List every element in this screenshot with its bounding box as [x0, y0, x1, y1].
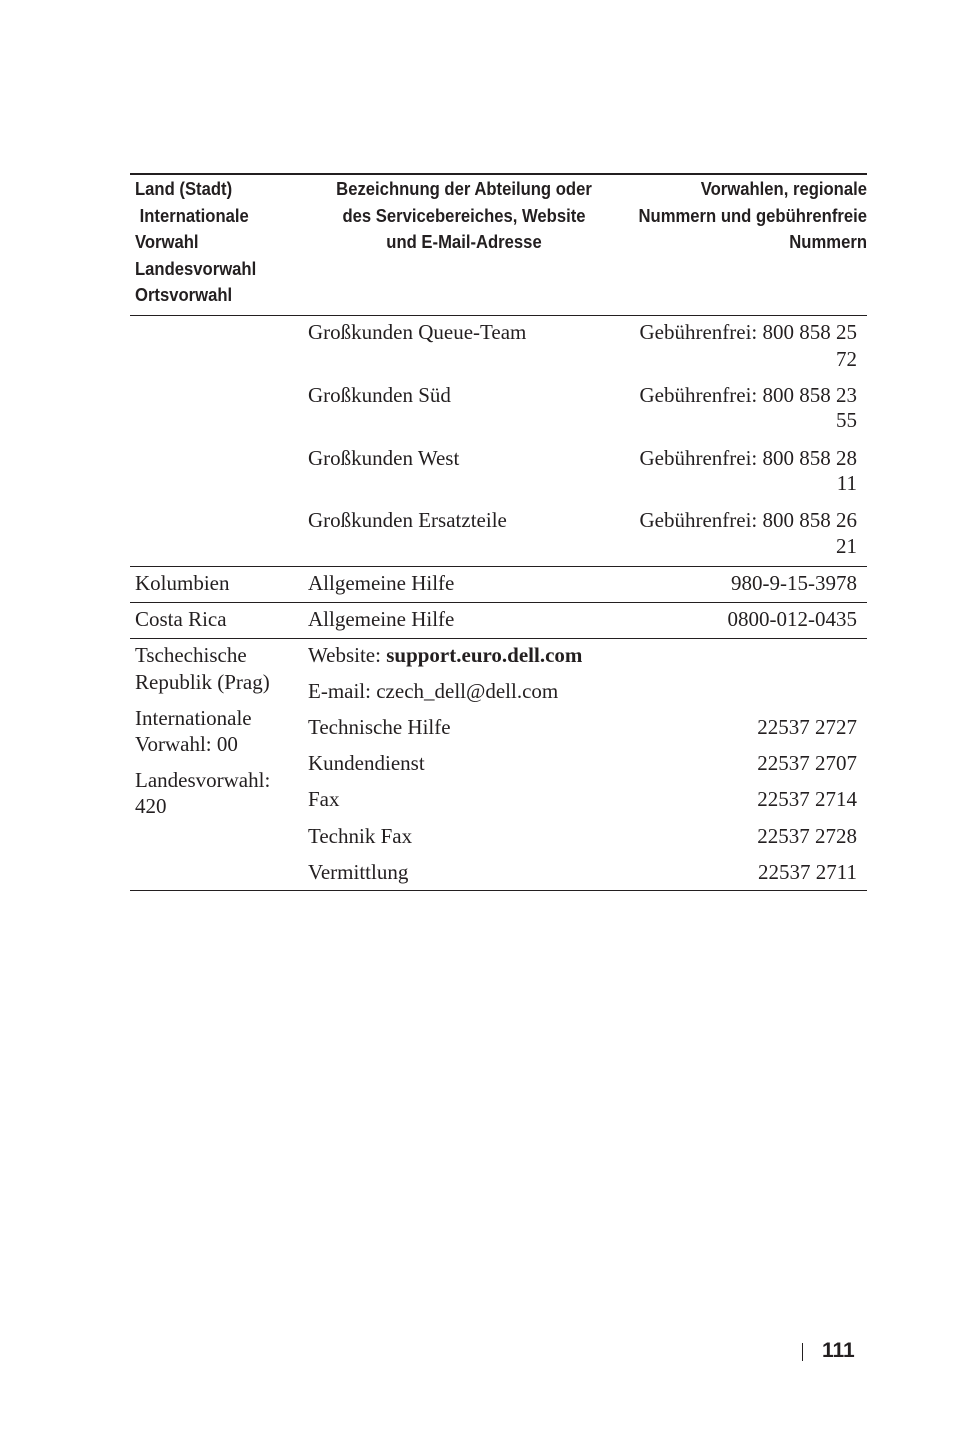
header-department: Bezeichnung der Abteilung oder des Servicebereiches, Website und E-Mail-Adresse	[336, 178, 592, 252]
header-bottom-rule	[130, 315, 867, 316]
phone-number: 22537 2728	[757, 824, 857, 848]
country-name-cont: Republik (Prag)	[135, 670, 270, 694]
service-label: Großkunden Süd	[308, 383, 451, 407]
service-label: Technische Hilfe	[308, 715, 451, 739]
service-label: Großkunden West	[308, 446, 460, 470]
country-code-label: Landesvorwahl:	[135, 768, 271, 792]
row-divider	[130, 602, 867, 603]
header-numbers: Vorwahlen, regionale Nummern und gebührenfreie Nummern	[638, 178, 867, 252]
page-number: 111	[822, 1339, 855, 1362]
phone-number: 22537 2714	[757, 787, 857, 811]
table-top-rule	[130, 173, 867, 175]
phone-number: Gebührenfrei: 800 858 25	[639, 320, 857, 344]
footer-divider	[802, 1343, 803, 1361]
phone-number: Gebührenfrei: 800 858 26	[639, 508, 857, 532]
phone-number: Gebührenfrei: 800 858 23	[639, 383, 857, 407]
service-label: Fax	[308, 787, 340, 811]
row-divider	[130, 638, 867, 639]
phone-number-cont: 55	[836, 408, 857, 432]
service-label: Großkunden Ersatzteile	[308, 508, 507, 532]
service-label: Allgemeine Hilfe	[308, 607, 455, 631]
phone-number: 22537 2707	[757, 751, 857, 775]
country-name: Tschechische	[135, 643, 247, 667]
header-country: Land (Stadt) Internationale Vorwahl Landesvorwahl Ortsvorwahl	[135, 178, 257, 305]
intl-code	[135, 731, 238, 757]
service-label: Kundendienst	[308, 751, 425, 775]
website-link[interactable]: support.euro.dell.com	[386, 643, 583, 667]
email-line: E-mail: czech_dell@dell.com	[308, 679, 559, 703]
phone-number: 22537 2727	[757, 715, 857, 739]
phone-number-cont: 21	[836, 534, 857, 558]
service-label: Großkunden Queue-Team	[308, 320, 527, 344]
row-divider	[130, 566, 867, 567]
phone-number: 0800-012-0435	[727, 607, 857, 631]
service-label: Vermittlung	[308, 860, 409, 884]
phone-number: Gebührenfrei: 800 858 28	[639, 446, 857, 470]
website-label: Website:	[308, 643, 381, 667]
country-name: Kolumbien	[135, 571, 230, 595]
table-bottom-rule	[130, 890, 867, 891]
phone-number: 980-9-15-3978	[731, 571, 857, 595]
country-name: Costa Rica	[135, 607, 227, 631]
website-line	[308, 642, 582, 668]
intl-code-label-cont: Vorwahl:	[135, 732, 212, 756]
intl-code-label: Internationale	[135, 706, 252, 730]
service-label: Allgemeine Hilfe	[308, 571, 455, 595]
service-label: Technik Fax	[308, 824, 413, 848]
phone-number-cont: 11	[836, 471, 857, 495]
intl-code-value: 00	[216, 732, 238, 756]
phone-number-cont: 72	[836, 347, 857, 371]
phone-number: 22537 2711	[758, 860, 857, 884]
country-code-value: 420	[135, 794, 167, 818]
